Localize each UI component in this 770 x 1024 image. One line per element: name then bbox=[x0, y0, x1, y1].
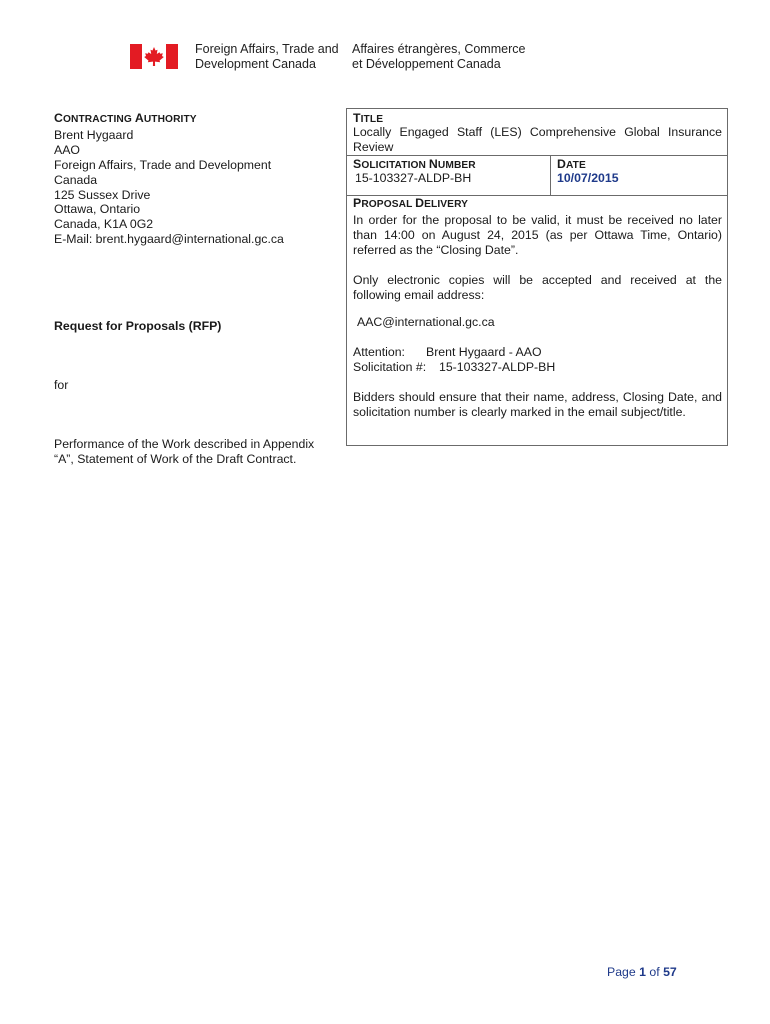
title-label: TITLE bbox=[353, 111, 384, 125]
solicitation-date-row bbox=[347, 155, 727, 196]
date-label: DATE bbox=[557, 157, 586, 171]
performance-description: Performance of the Work described in Appendix “A”, Statement of Work of the Draft Contract. bbox=[54, 437, 315, 466]
department-name-english: Foreign Affairs, Trade and Development Canada bbox=[195, 42, 339, 71]
authority-org-cont: Canada bbox=[54, 172, 98, 187]
solicitation-info-box bbox=[346, 108, 728, 446]
date-value: 10/07/2015 bbox=[557, 171, 619, 185]
solicitation-cell bbox=[347, 155, 551, 195]
electronic-copies-text: Only electronic copies will be accepted and received at the following email address: bbox=[353, 272, 722, 302]
proposal-delivery-label: PROPOSAL DELIVERY bbox=[353, 196, 469, 210]
authority-postal: Canada, K1A 0G2 bbox=[54, 217, 154, 232]
title-section bbox=[347, 109, 727, 156]
canada-flag-icon bbox=[130, 44, 178, 69]
solicitation-number: 15-103327-ALDP-BH bbox=[355, 171, 472, 185]
submission-email[interactable]: AAC@international.gc.ca bbox=[357, 315, 495, 330]
for-text: for bbox=[54, 378, 69, 392]
solicitation-row: Solicitation #: 15-103327-ALDP-BH bbox=[353, 360, 556, 375]
page-number: Page 1 of 57 bbox=[607, 965, 677, 979]
solicitation-number-label: SOLICITATION NUMBER bbox=[353, 157, 476, 171]
rfp-heading: Request for Proposals (RFP) bbox=[54, 319, 222, 333]
authority-name: Brent Hygaard bbox=[54, 127, 134, 142]
authority-street: 125 Sussex Drive bbox=[54, 187, 151, 202]
authority-email[interactable]: E-Mail: brent.hygaard@international.gc.ca bbox=[54, 232, 284, 247]
proposal-delivery-section bbox=[353, 196, 722, 420]
delivery-deadline-text: In order for the proposal to be valid, it must be received no later than 14:00 on August 24, 2015 (as per Ottawa Time, Ontario) referred as the “Closing Date”. bbox=[353, 212, 722, 257]
letterhead bbox=[130, 42, 526, 71]
authority-role: AAO bbox=[54, 142, 80, 157]
attention-row: Attention: Brent Hygaard - AAO bbox=[353, 345, 542, 360]
contracting-authority-label: CONTRACTING AUTHORITY bbox=[54, 111, 197, 125]
department-name-french: Affaires étrangères, Commerce et Développement Canada bbox=[352, 42, 526, 71]
attention-block bbox=[353, 345, 722, 375]
title-text: Locally Engaged Staff (LES) Comprehensive Global Insurance Review bbox=[353, 125, 722, 154]
contracting-authority-block bbox=[54, 111, 329, 247]
bidder-instructions-text: Bidders should ensure that their name, address, Closing Date, and solicitation number is clearly marked in the email subject/title. bbox=[353, 390, 722, 420]
authority-city: Ottawa, Ontario bbox=[54, 202, 141, 217]
authority-org: Foreign Affairs, Trade and Development bbox=[54, 157, 272, 172]
